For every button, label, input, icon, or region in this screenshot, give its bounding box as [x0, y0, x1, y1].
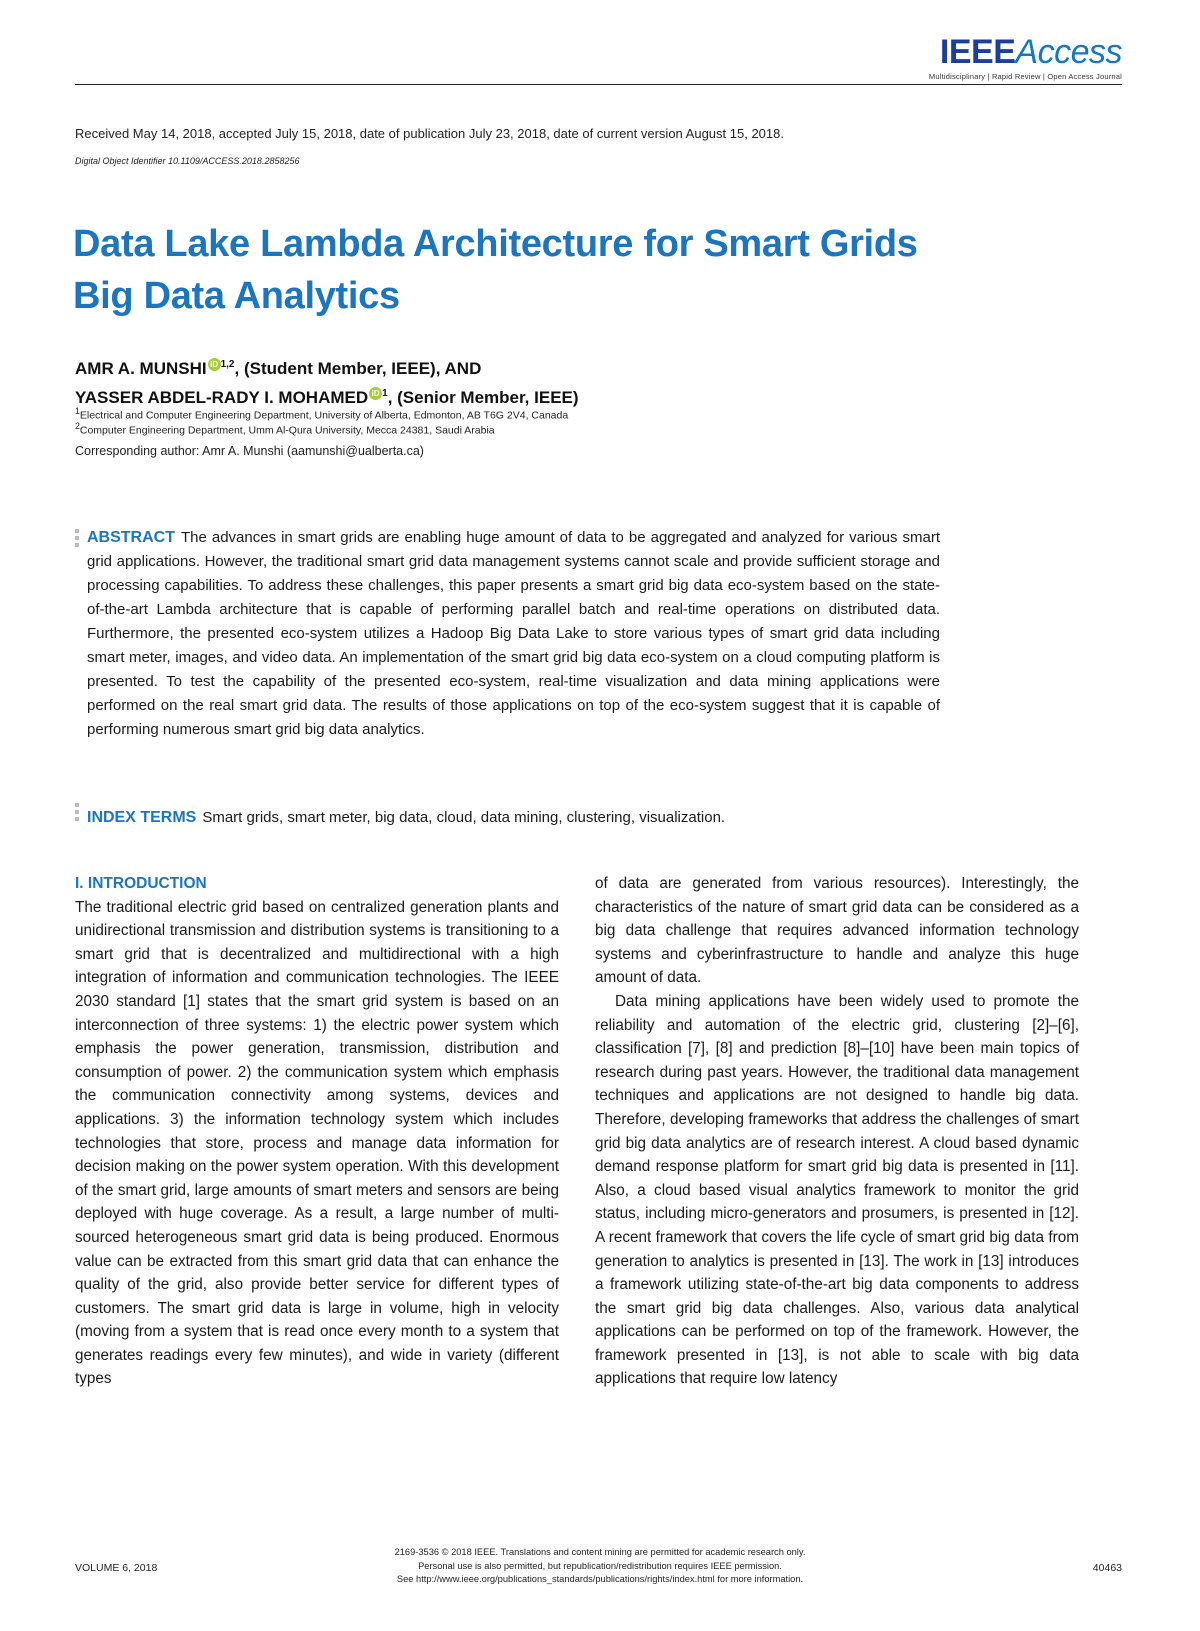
abstract-label: ABSTRACT: [87, 529, 175, 546]
orcid-icon[interactable]: iD: [208, 358, 221, 371]
footer-copyright: [250, 1546, 950, 1587]
body-column-right: [595, 872, 1079, 1391]
intro-paragraph-1: The traditional electric grid based on centralized generation plants and unidirectional transmission and distribution systems is transitioning to a smart grid that is decentralized and multidirectional with a high integration of information and communication technologies. The IEEE 2030 standard [1] states that the smart grid system is based on an interconnection of three systems: 1) the electric power system which emphasis the power generation, transmission, distribution and consumption of power. 2) the communication system which emphasis the communication connectivity among systems, devices and applications. 3) the information technology system which includes technologies that store, process and manage data information for decision making on the power system operation. With this development of the smart grid, large amounts of smart meters and sensors are being deployed with huge coverage. As a result, a large number of multi-sourced heterogeneous smart grid data is being produced. Enormous value can be extracted from this smart grid data that can enhance the quality of the grid, also provide better service for different types of customers. The smart grid data is large in volume, high in velocity (moving from a system that is read once every month to a system that generates readings every few minutes), and wide in variety (different types: [75, 898, 559, 1388]
index-terms-text: Smart grids, smart meter, big data, cloud, data mining, clustering, visualization.: [202, 809, 726, 826]
index-terms-label: INDEX TERMS: [87, 809, 197, 826]
affiliation-1-num: 1: [75, 406, 80, 416]
author-line-1: [75, 352, 579, 381]
received-dates: Received May 14, 2018, accepted July 15, 2018, date of publication July 23, 2018, date of current version August 15, 2018.: [75, 126, 784, 141]
logo-wordmark: [929, 34, 1122, 70]
logo-ieee: IEEE: [939, 33, 1016, 71]
intro-paragraph-1-continued: of data are generated from various resources). Interestingly, the characteristics of the nature of smart grid data can be considered as a big data challenge that requires advanced information technology systems and cyberinfrastructure to handle and analyze this huge amount of data.: [595, 875, 1079, 987]
author-1-affil-sup: 1,2: [220, 359, 235, 370]
body-column-left: [75, 872, 559, 1391]
author-2-role: , (Senior Member, IEEE): [387, 388, 579, 407]
orcid-icon[interactable]: iD: [369, 387, 382, 400]
affiliation-1-text: Electrical and Computer Engineering Department, University of Alberta, Edmonton, AB T6G 2V4, Canada: [79, 409, 569, 422]
index-terms-marker-icon: [75, 803, 81, 824]
section-heading-introduction: I. INTRODUCTION: [75, 875, 207, 892]
author-2-name: YASSER ABDEL-RADY I. MOHAMED: [75, 388, 369, 407]
affiliation-2-num: 2: [75, 421, 80, 431]
author-1-name: AMR A. MUNSHI: [75, 359, 207, 378]
abstract-marker-icon: [75, 529, 81, 550]
logo-tagline: Multidisciplinary | Rapid Review | Open Access Journal: [928, 72, 1122, 81]
affiliation-2: [75, 419, 495, 438]
footer-copyright-line-1: 2169-3536 © 2018 IEEE. Translations and content mining are permitted for academic research only.: [394, 1547, 806, 1557]
corresponding-author: Corresponding author: Amr A. Munshi (aamunshi@ualberta.ca): [75, 444, 424, 458]
abstract-text: The advances in smart grids are enabling huge amount of data to be aggregated and analyzed for various smart grid applications. However, the traditional smart grid data management systems cannot scale and provide sufficient storage and processing capabilities. To address these challenges, this paper presents a smart grid big data eco-system based on the state-of-the-art Lambda architecture that is capable of performing parallel batch and real-time operations on distributed data. Furthermore, the presented eco-system utilizes a Hadoop Big Data Lake to store various types of smart grid data including smart meter, images, and video data. An implementation of the smart grid big data eco-system on a cloud computing platform is presented. To test the capability of the presented eco-system, real-time visualization and data mining applications were performed on the real smart grid data. The results of those applications on top of the eco-system suggest that it is capable of performing numerous smart grid big data analytics.: [87, 529, 940, 738]
footer-volume: VOLUME 6, 2018: [75, 1562, 158, 1574]
paper-title: Data Lake Lambda Architecture for Smart Grids Big Data Analytics: [73, 223, 918, 317]
footer-page-number: 40463: [1092, 1562, 1122, 1574]
index-terms: [87, 806, 940, 830]
abstract: [87, 526, 940, 742]
author-2-affil-sup: 1: [382, 388, 388, 399]
header-divider: [75, 84, 1122, 85]
footer-copyright-line-2: Personal use is also permitted, but republication/redistribution requires IEEE permission.: [418, 1560, 782, 1571]
journal-logo: [929, 34, 1122, 81]
author-1-role: , (Student Member, IEEE), AND: [234, 359, 482, 378]
logo-access: Access: [1015, 33, 1122, 71]
author-block: [75, 352, 579, 410]
footer-copyright-line-3: See http://www.ieee.org/publications_standards/publications/rights/index.html for more information.: [396, 1574, 804, 1584]
doi: Digital Object Identifier 10.1109/ACCESS.2018.2858256: [75, 156, 300, 166]
intro-paragraph-2: Data mining applications have been widely used to promote the reliability and automation of the electric grid, clustering [2]–[6], classification [7], [8] and prediction [8]–[10] have been main topics of research during past years. However, the traditional data management techniques and applications are not designed to handle big data. Therefore, developing frameworks that address the challenges of smart grid big data analytics are of research interest. A cloud based dynamic demand response platform for smart grid big data is presented in [11]. Also, a cloud based visual analytics framework to monitor the grid status, including micro-generators and prosumers, is presented in [12]. A recent framework that covers the life cycle of smart grid big data from generation to analytics is presented in [13]. The work in [13] introduces a framework utilizing state-of-the-art big data components to address the smart grid big data challenges. Also, various data analytical applications can be performed on top of the framework. However, the framework presented in [13], is not able to scale with big data applications that require low latency: [595, 992, 1079, 1388]
affiliation-2-text: Computer Engineering Department, Umm Al-Qura University, Mecca 24381, Saudi Arabia: [79, 424, 495, 437]
